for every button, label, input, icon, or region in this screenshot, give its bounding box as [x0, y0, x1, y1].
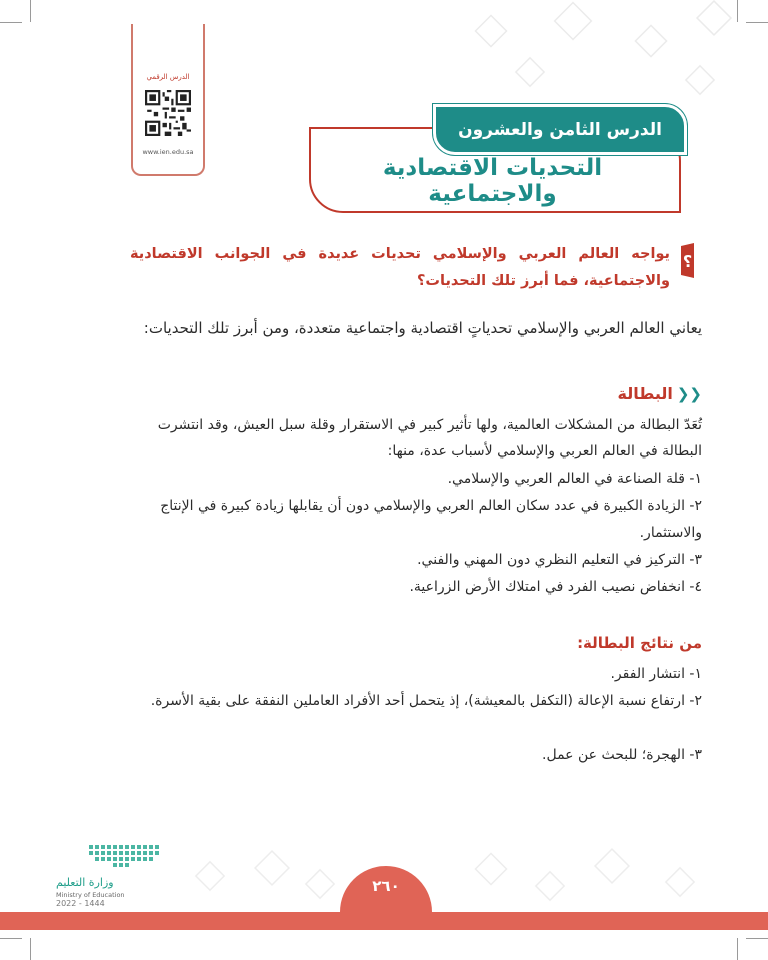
- crop-mark: [737, 938, 738, 960]
- cause-item: ١- قلة الصناعة في العالم العربي والإسلامي.: [447, 471, 702, 487]
- page-number: ٢٦٠: [340, 866, 432, 914]
- crop-mark: [30, 0, 31, 22]
- unemployment-paragraph: تُعَدّ البطالة من المشكلات العالمية، ولها تأثير كبير في الاستقرار وقلة سبل العيش، وقد انتشرت البطالة في العالم العربي والإسلامي لأسباب عدة، منها:: [157, 417, 702, 459]
- digital-lesson-label: الدرس الرقمي: [146, 73, 190, 81]
- result-item: ٢- ارتفاع نسبة الإعالة (التكفل بالمعيشة)، إذ يتحمل أحد الأفراد العاملين النفقة على بقية الأسرة.: [150, 693, 702, 709]
- lesson-number-tab: الدرس الثامن والعشرون: [433, 104, 687, 155]
- ministry-year: 2022 - 1444: [56, 899, 105, 908]
- footer-bar: [0, 912, 768, 930]
- result-item: ١- انتشار الفقر.: [610, 666, 702, 682]
- crop-mark: [0, 938, 22, 939]
- lesson-title: التحديات الاقتصادية والاجتماعية: [382, 155, 603, 207]
- digital-lesson-url[interactable]: www.ien.edu.sa: [142, 148, 194, 156]
- svg-text:؟: ؟: [682, 252, 693, 271]
- digital-lesson-card[interactable]: [131, 24, 205, 176]
- cause-item: ٤- انخفاض نصيب الفرد في امتلاك الأرض الزراعية.: [409, 579, 702, 595]
- crop-mark: [0, 22, 22, 23]
- qr-code-icon[interactable]: [145, 90, 191, 136]
- results-heading: من نتائج البطالة:: [577, 634, 702, 652]
- crop-mark: [30, 938, 31, 960]
- ministry-name-english: Ministry of Education: [56, 891, 125, 899]
- cause-item: ٣- التركيز في التعليم النظري دون المهني والفني.: [417, 552, 702, 568]
- result-item: ٣- الهجرة؛ للبحث عن عمل.: [542, 747, 702, 763]
- intro-paragraph: يعاني العالم العربي والإسلامي تحدياتٍ اقتصادية واجتماعية متعددة، ومن أبرز تلك التحديات:: [143, 319, 702, 337]
- decorative-pattern: [440, 0, 768, 120]
- question-mark-icon: [678, 242, 698, 280]
- opening-question: يواجه العالم العربي والإسلامي تحديات عديدة في الجوانب الاقتصادية والاجتماعية، فما أبرز تلك التحديات؟: [130, 246, 670, 289]
- cause-item: ٢- الزيادة الكبيرة في عدد سكان العالم العربي والإسلامي دون أن يقابلها زيادة كبيرة في الإنتاج والاستثمار.: [160, 498, 702, 541]
- section-heading-text: البطالة: [617, 384, 673, 403]
- crop-mark: [746, 938, 768, 939]
- double-chevron-icon: ❮❮: [676, 385, 702, 403]
- ministry-name: وزارة التعليم: [56, 876, 114, 889]
- decorative-pattern: [180, 846, 740, 912]
- section-heading: [480, 384, 702, 403]
